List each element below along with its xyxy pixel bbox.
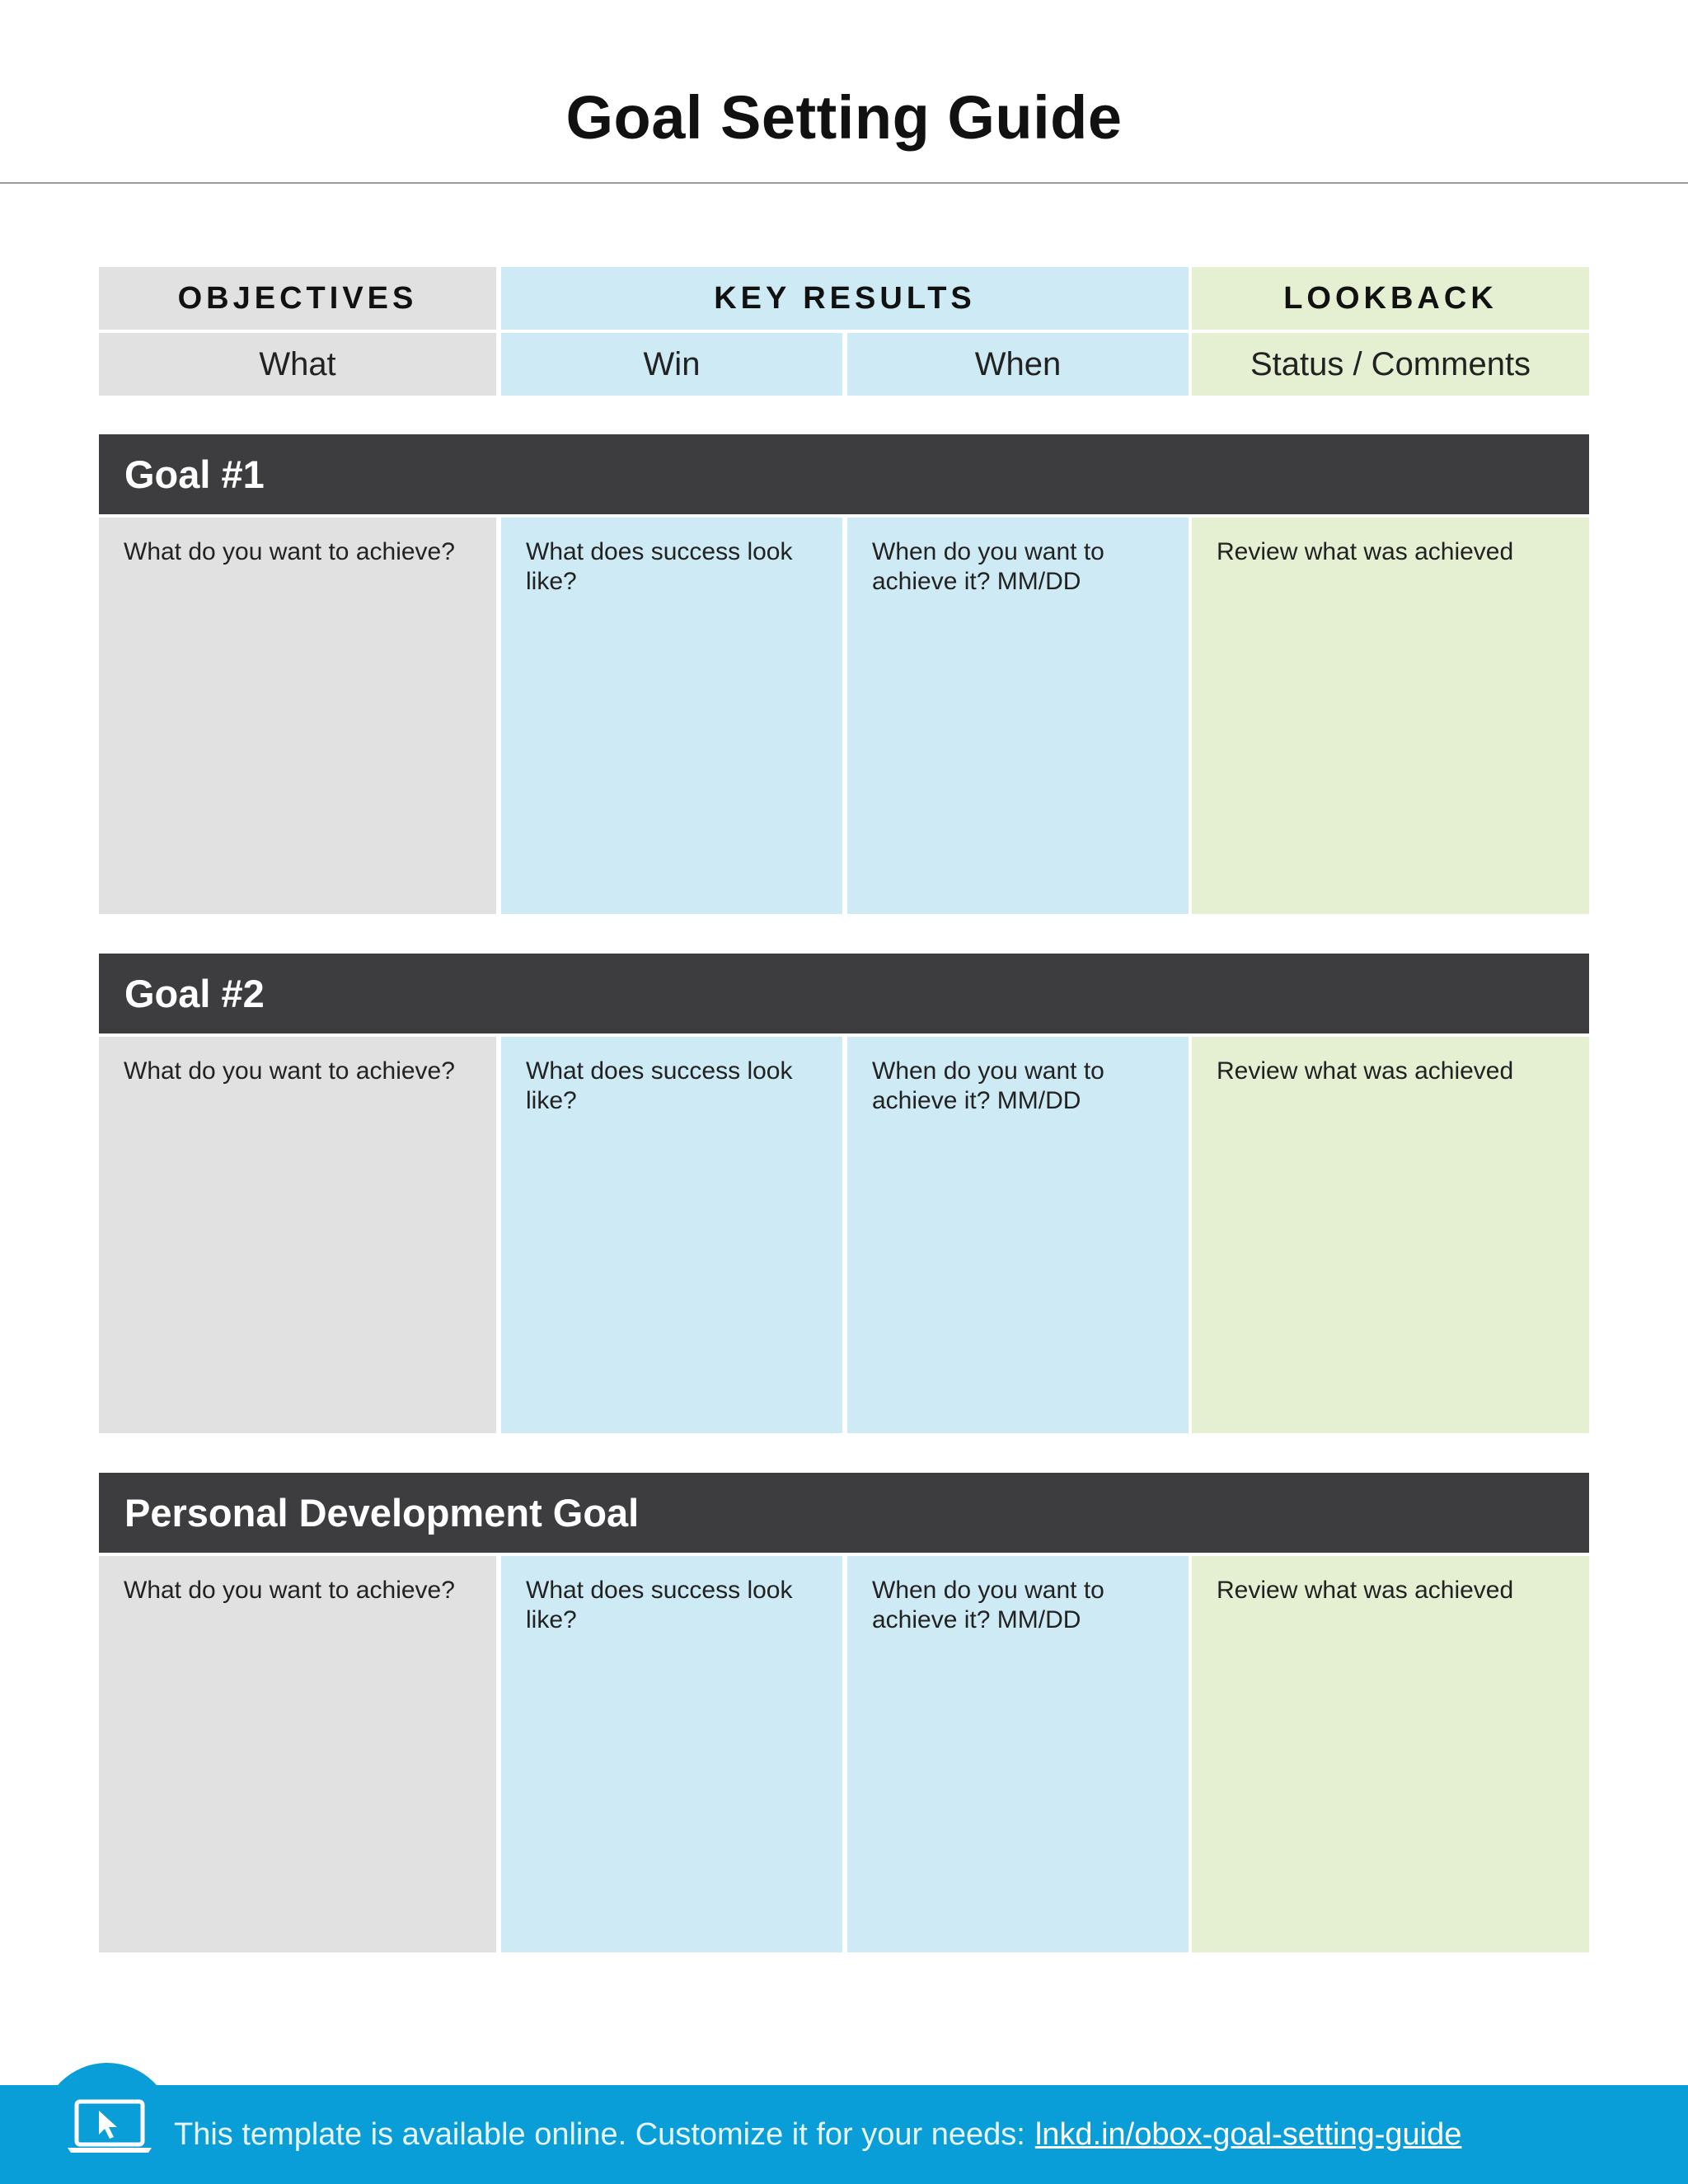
page-title: Goal Setting Guide: [565, 83, 1123, 152]
goal-1-title: Goal #1: [99, 434, 1589, 514]
footer-text: [174, 2085, 1461, 2184]
goal-3-what-field[interactable]: What do you want to achieve?: [99, 1556, 496, 1952]
subheader-what: What: [99, 333, 496, 396]
goal-3-review-field[interactable]: Review what was achieved: [1192, 1556, 1589, 1952]
subheader-when: When: [847, 333, 1189, 396]
goal-2-title: Goal #2: [99, 954, 1589, 1033]
goal-1-win-field[interactable]: What does success look like?: [501, 518, 842, 914]
goal-1-what-field[interactable]: What do you want to achieve?: [99, 518, 496, 914]
header-objectives: OBJECTIVES: [99, 267, 496, 330]
subheader-status: Status / Comments: [1192, 333, 1589, 396]
subheader-win: Win: [501, 333, 842, 396]
goal-1-review-field[interactable]: Review what was achieved: [1192, 518, 1589, 914]
goal-3-title: Personal Development Goal: [99, 1473, 1589, 1553]
goal-3-win-field[interactable]: What does success look like?: [501, 1556, 842, 1952]
goal-2-what-field[interactable]: What do you want to achieve?: [99, 1037, 496, 1433]
goal-1-when-field[interactable]: When do you want to achieve it? MM/DD: [847, 518, 1189, 914]
header-lookback: LOOKBACK: [1192, 267, 1589, 330]
footer-message: This template is available online. Customize it for your needs:: [174, 2116, 1025, 2152]
header-key-results: KEY RESULTS: [501, 267, 1189, 330]
goal-2-when-field[interactable]: When do you want to achieve it? MM/DD: [847, 1037, 1189, 1433]
title-divider: [0, 182, 1688, 184]
footer-link[interactable]: lnkd.in/obox-goal-setting-guide: [1034, 2116, 1462, 2152]
goal-3-when-field[interactable]: When do you want to achieve it? MM/DD: [847, 1556, 1189, 1952]
goal-2-win-field[interactable]: What does success look like?: [501, 1037, 842, 1433]
goal-2-review-field[interactable]: Review what was achieved: [1192, 1037, 1589, 1433]
laptop-cursor-icon: [66, 2098, 153, 2156]
